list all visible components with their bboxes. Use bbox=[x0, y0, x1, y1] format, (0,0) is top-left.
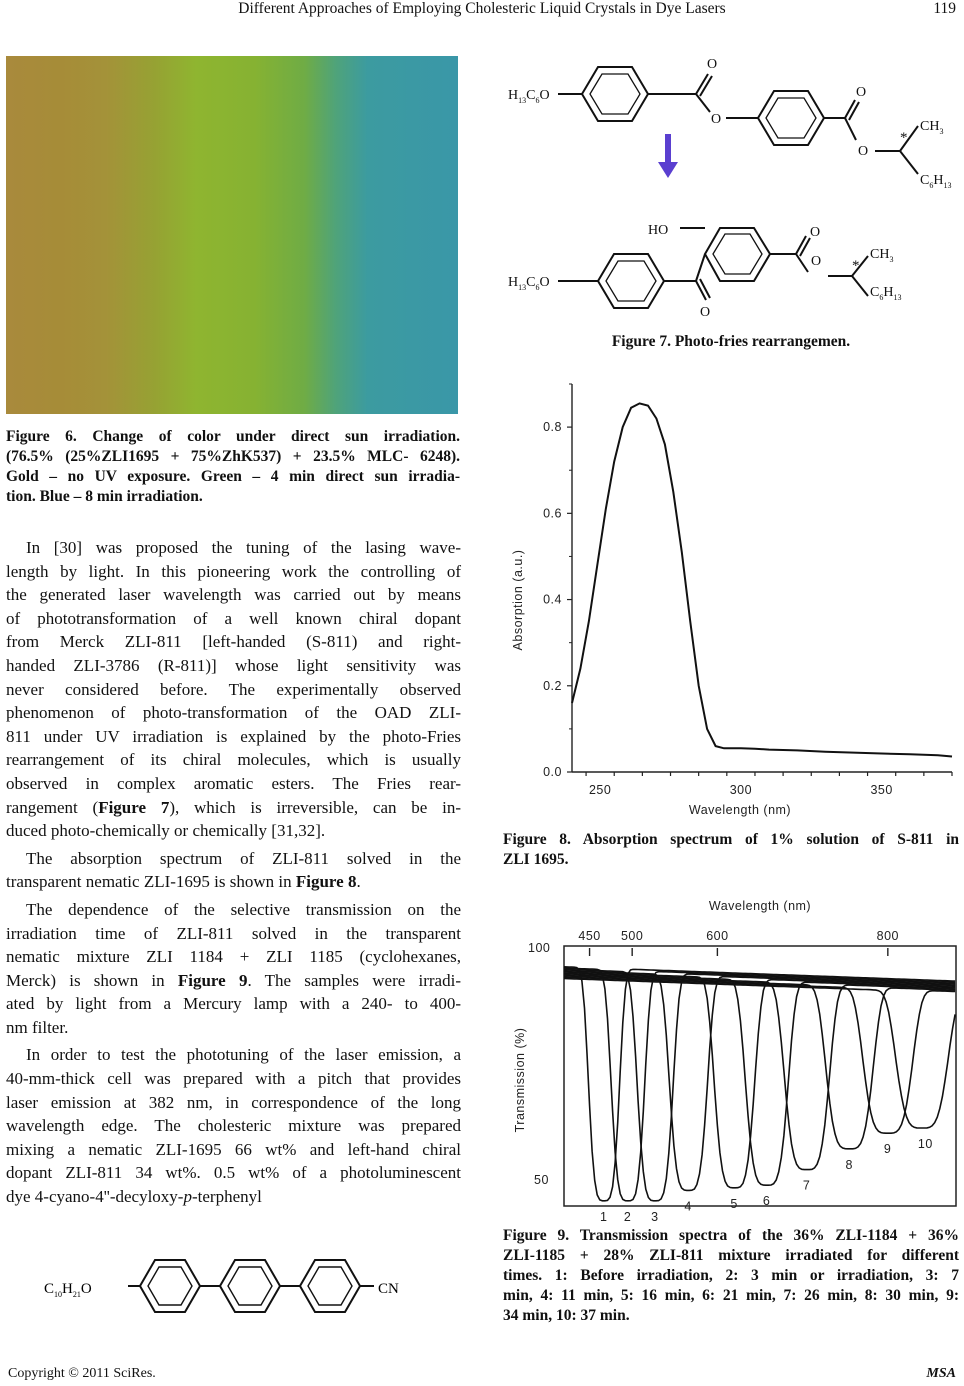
text-line: wavelength edge. The cholesteric mixture was prepared bbox=[6, 1116, 461, 1136]
top-chiral-star: * bbox=[900, 130, 908, 146]
figure8-xlabel: Wavelength (nm) bbox=[688, 803, 792, 817]
figure8-y-tick-label: 0.2 bbox=[543, 678, 562, 693]
top-ester-o-2: O bbox=[858, 144, 869, 159]
figure8-ylabel: Absorption (a.u.) bbox=[511, 549, 525, 651]
text-line bbox=[6, 796, 461, 820]
curve-number-label: 7 bbox=[802, 1178, 811, 1193]
figure9-caption-line: 34 min, 10: 37 min. bbox=[503, 1307, 630, 1324]
text-line: nm filter. bbox=[6, 1017, 69, 1037]
top-methyl-label: $CH_3$ bbox=[920, 119, 944, 136]
transmission-curve bbox=[564, 977, 955, 1133]
italic-prefix: p bbox=[183, 1187, 192, 1207]
decyloxy-group-label: $C_{10}H_{21}O$ bbox=[44, 1281, 92, 1299]
figure6-caption bbox=[6, 427, 460, 507]
top-alkoxy-label: $H_{13}C_6O$ bbox=[508, 88, 550, 105]
figure9-caption bbox=[503, 1226, 959, 1326]
figure6-caption-line: tion. Blue – 8 min irradiation. bbox=[6, 488, 203, 505]
text-line: ated by light from a Mercury lamp with a 240- to 400- bbox=[6, 994, 461, 1014]
paragraph-2 bbox=[6, 847, 461, 894]
figure9-y-top-label: 100 bbox=[528, 941, 551, 955]
figure8-x-tick-label: 300 bbox=[729, 783, 753, 797]
text-line: laser emission at 382 nm, in correspondence of the long bbox=[6, 1092, 461, 1112]
figure9-chart bbox=[504, 890, 960, 1224]
figure8-y-tick-label: 0.6 bbox=[543, 506, 562, 521]
paragraph-4 bbox=[6, 1043, 461, 1208]
text-line: rearrangement of its chiral molecules, which is usually bbox=[6, 750, 461, 770]
figure6-photo bbox=[6, 56, 458, 414]
top-carbonyl-o-2: O bbox=[856, 85, 867, 100]
paragraph-3 bbox=[6, 898, 461, 1040]
figure8-y-tick-label: 0.4 bbox=[543, 592, 562, 607]
top-carbonyl-o-1: O bbox=[707, 57, 718, 72]
figure9-x-tick-label: 450 bbox=[578, 929, 601, 943]
curve-number-label: 3 bbox=[651, 1209, 659, 1224]
text-line: length by light. In this pioneering work the controlling of bbox=[6, 561, 461, 581]
curve-number-label: 9 bbox=[883, 1142, 892, 1157]
figure9-ylabel: Transmission (%) bbox=[513, 1027, 527, 1133]
text-line: duced photo-chemically or chemically [31,32]. bbox=[6, 821, 326, 841]
text-line: The absorption spectrum of ZLI-811 solved in the bbox=[26, 848, 461, 868]
text-line: nematic mixture ZLI 1184 + ZLI 1185 (cyclohexanes, bbox=[6, 947, 461, 967]
figure9-caption-line: min, 4: 11 min, 5: 16 min, 6: 21 min, 7: 26 min, 8: 30 min, 9: bbox=[503, 1287, 959, 1304]
cyano-group-label: CN bbox=[378, 1281, 399, 1297]
reaction-arrow-head bbox=[658, 162, 678, 178]
text-line: In [30] was proposed the tuning of the lasing wave- bbox=[26, 538, 461, 557]
curve-number-label: 4 bbox=[684, 1199, 692, 1214]
ketone-o-label: O bbox=[700, 305, 711, 320]
figure8-x-tick-label: 250 bbox=[588, 783, 612, 797]
text-line: The dependence of the selective transmission on the bbox=[26, 899, 461, 919]
running-title: Different Approaches of Employing Cholesteric Liquid Crystals in Dye Lasers bbox=[238, 0, 726, 17]
transmission-curve bbox=[564, 975, 955, 1170]
figure9-x-tick-label: 600 bbox=[706, 929, 729, 943]
copyright-footer: Copyright © 2011 SciRes. bbox=[8, 1366, 156, 1381]
text-line: mixing a nematic ZLI-1695 66 wt% and left-hand chiral bbox=[6, 1139, 461, 1159]
figure6-caption-line: Figure 6. Change of color under direct sun irradiation. bbox=[6, 428, 460, 445]
text-span: transparent nematic ZLI-1695 is shown in bbox=[6, 872, 296, 892]
text-line: phenomenon of photo-transformation of the OAD ZLI- bbox=[6, 703, 461, 723]
curve-number-label: 8 bbox=[845, 1157, 853, 1172]
curve-number-label: 6 bbox=[762, 1194, 771, 1209]
figure8-y-tick-label: 0.8 bbox=[543, 420, 562, 435]
top-ester-o-1: O bbox=[711, 112, 722, 127]
figure9-caption-line: ZLI-1185 + 28% ZLI-811 mixture irradiated for different bbox=[503, 1247, 959, 1264]
curve-number-label: 2 bbox=[623, 1209, 632, 1224]
transmission-curve bbox=[564, 969, 955, 1200]
figure8-caption-line: Figure 8. Absorption spectrum of 1% solution of S-811 in bbox=[503, 831, 959, 848]
figure9-reference: Figure 9 bbox=[177, 970, 248, 990]
text-span: rangement ( bbox=[6, 797, 99, 817]
transmission-curve bbox=[564, 971, 955, 1191]
transmission-curve bbox=[564, 972, 955, 1188]
text-line: 811 under UV irradiation is explained by the photo-Fries bbox=[6, 726, 461, 746]
text-line: handed ZLI-3786 (R-811)] whose light sensitivity was bbox=[6, 655, 461, 675]
figure7-reference: Figure 7 bbox=[98, 797, 170, 817]
text-line bbox=[6, 969, 461, 993]
bottom-ester-o: O bbox=[811, 254, 822, 269]
transmission-curve bbox=[564, 973, 955, 1185]
page-number: 119 bbox=[933, 0, 956, 17]
body-text-left bbox=[6, 536, 461, 1209]
text-line: In order to test the phototuning of the laser emission, a bbox=[26, 1045, 461, 1065]
text-line: from Merck ZLI-811 [left-handed (S-811) and right- bbox=[6, 632, 461, 652]
figure9-caption-line: Figure 9. Transmission spectra of the 36% ZLI-1184 + 36% bbox=[503, 1227, 959, 1244]
text-span: . The samples were irradi- bbox=[247, 970, 461, 990]
top-hexyl-label: $C_6H_{13}$ bbox=[920, 173, 952, 190]
figure7-reaction-scheme bbox=[500, 44, 960, 334]
figure9-xlabel: Wavelength (nm) bbox=[708, 899, 812, 913]
figure9-caption-line: times. 1: Before irradiation, 2: 3 min or irradiation, 3: 7 bbox=[503, 1267, 959, 1284]
bottom-hexyl-label: $C_6H_{13}$ bbox=[870, 285, 902, 302]
text-span: Merck) is shown in bbox=[6, 970, 178, 990]
transmission-curve bbox=[564, 979, 955, 1129]
figure8-x-tick-label: 350 bbox=[870, 783, 893, 797]
figure9-x-tick-label: 800 bbox=[876, 929, 900, 943]
figure8-chart bbox=[504, 372, 960, 816]
absorption-curve bbox=[572, 403, 952, 756]
terphenyl-structure bbox=[40, 1248, 460, 1328]
text-span: dye 4-cyano-4''-decyloxy- bbox=[6, 1187, 184, 1207]
curve-number-label: 5 bbox=[730, 1196, 738, 1211]
text-line: observed in complex aromatic esters. The Fries rear- bbox=[6, 773, 461, 793]
text-line: 40-mm-thick cell was prepared with a pitch that provides bbox=[6, 1069, 461, 1089]
figure9-y-bottom-label: 50 bbox=[534, 1173, 549, 1187]
text-line: irradiation time of ZLI-811 solved in the transparent bbox=[6, 923, 461, 943]
text-span: -terphenyl bbox=[191, 1187, 262, 1207]
bottom-methyl-label: $CH_3$ bbox=[870, 247, 894, 264]
transmission-curve bbox=[564, 968, 955, 1201]
figure7-caption: Figure 7. Photo-fries rearrangemen. bbox=[611, 333, 851, 350]
text-line bbox=[6, 870, 461, 894]
figure6-caption-line: Gold – no UV exposure. Green – 4 min direct sun irradia- bbox=[6, 468, 460, 485]
text-span: . bbox=[356, 872, 361, 892]
paragraph-1 bbox=[6, 536, 461, 843]
bottom-carbonyl-o: O bbox=[810, 225, 821, 240]
transmission-curve bbox=[564, 967, 955, 1201]
bottom-chiral-star: * bbox=[852, 258, 860, 274]
curve-number-label: 1 bbox=[600, 1209, 608, 1224]
hydroxy-label: HO bbox=[648, 223, 669, 238]
text-span: ), which is irreversible, can be in- bbox=[169, 797, 461, 817]
journal-abbreviation: MSA bbox=[926, 1366, 956, 1381]
text-line: dopant ZLI-811 34 wt%. 0.5 wt% of a photoluminescent bbox=[6, 1163, 461, 1183]
figure8-axes bbox=[572, 384, 952, 772]
figure8-caption-line: ZLI 1695. bbox=[503, 851, 569, 868]
figure9-x-tick-label: 500 bbox=[620, 929, 644, 943]
figure6-caption-line: (76.5% (25%ZLI1695 + 75%ZhK537) + 23.5% MLC- 6248). bbox=[6, 448, 460, 465]
figure8-y-tick-label: 0.0 bbox=[543, 765, 562, 779]
text-line bbox=[6, 1185, 461, 1209]
figure8-reference: Figure 8 bbox=[295, 872, 357, 892]
figure8-caption bbox=[503, 830, 959, 870]
bottom-alkoxy-label: $H_{13}C_6O$ bbox=[508, 275, 550, 292]
page-header bbox=[0, 0, 964, 24]
text-line: never considered before. The experimentally observed bbox=[6, 679, 461, 699]
curve-number-label: 10 bbox=[917, 1137, 933, 1151]
text-line: the generated laser wavelength was carried out by means bbox=[6, 585, 461, 605]
text-line: of phototransformation of a well known chiral dopant bbox=[6, 608, 461, 628]
